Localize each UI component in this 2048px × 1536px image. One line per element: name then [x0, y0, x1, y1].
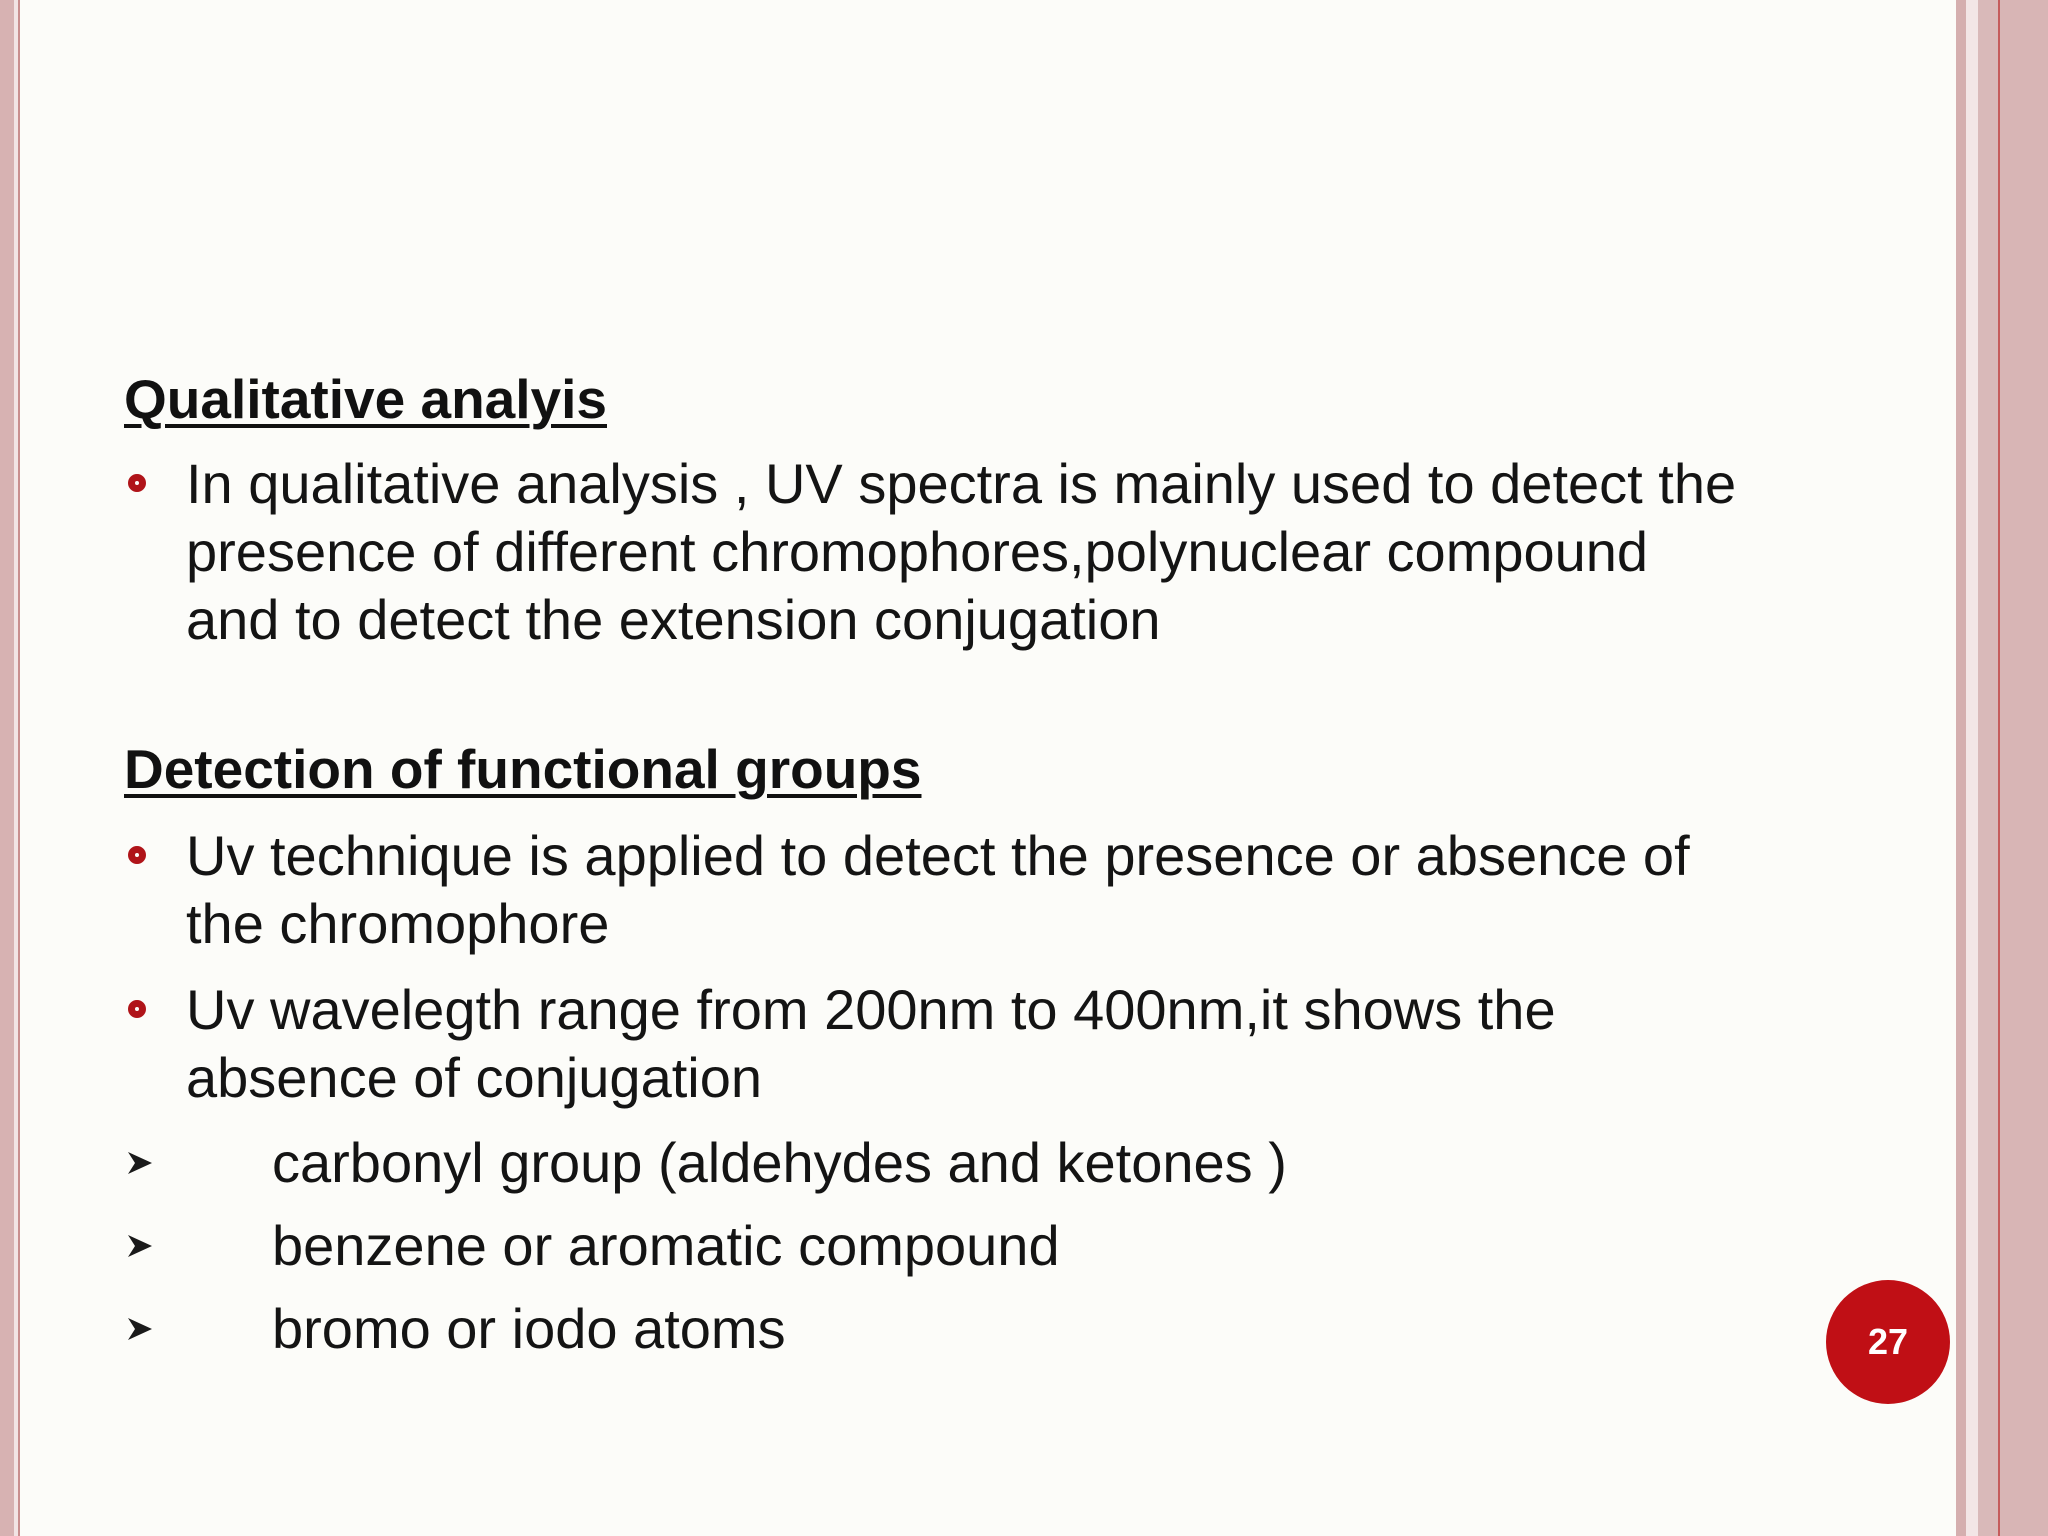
hollow-circle-bullet-icon [128, 846, 146, 864]
sub-bullet-text: bromo or iodo atoms [272, 1297, 786, 1360]
bullet-text: Uv wavelegth range from 200nm to 400nm,it shows the absence of conjugation [186, 978, 1556, 1109]
arrowhead-bullet-icon [126, 1316, 154, 1342]
bullet-item [124, 976, 1744, 1112]
hollow-circle-bullet-icon [128, 1000, 146, 1018]
right-border-stripe [1966, 0, 1978, 1536]
right-border-stripe [1978, 0, 1998, 1536]
arrowhead-bullet-icon [126, 1233, 154, 1259]
hollow-circle-bullet-icon [128, 474, 146, 492]
sub-bullet-text: carbonyl group (aldehydes and ketones ) [272, 1131, 1287, 1194]
sub-bullet-text: benzene or aromatic compound [272, 1214, 1060, 1277]
section-heading-qualitative-analysis: Qualitative analyis [124, 368, 607, 430]
bullet-item [124, 822, 1744, 958]
bullet-item [124, 450, 1744, 654]
section-heading-detection-of-functional-groups: Detection of functional groups [124, 738, 922, 800]
bullet-text: In qualitative analysis , UV spectra is mainly used to detect the presence of different chromophores,polynuclear compound and to detect the extension conjugation [186, 452, 1737, 651]
arrowhead-bullet-icon [126, 1150, 154, 1176]
right-border-stripe [2000, 0, 2048, 1536]
bullet-text: Uv technique is applied to detect the presence or absence of the chromophore [186, 824, 1690, 955]
right-border-stripe [1956, 0, 1966, 1536]
page-number-badge: 27 [1826, 1280, 1950, 1404]
